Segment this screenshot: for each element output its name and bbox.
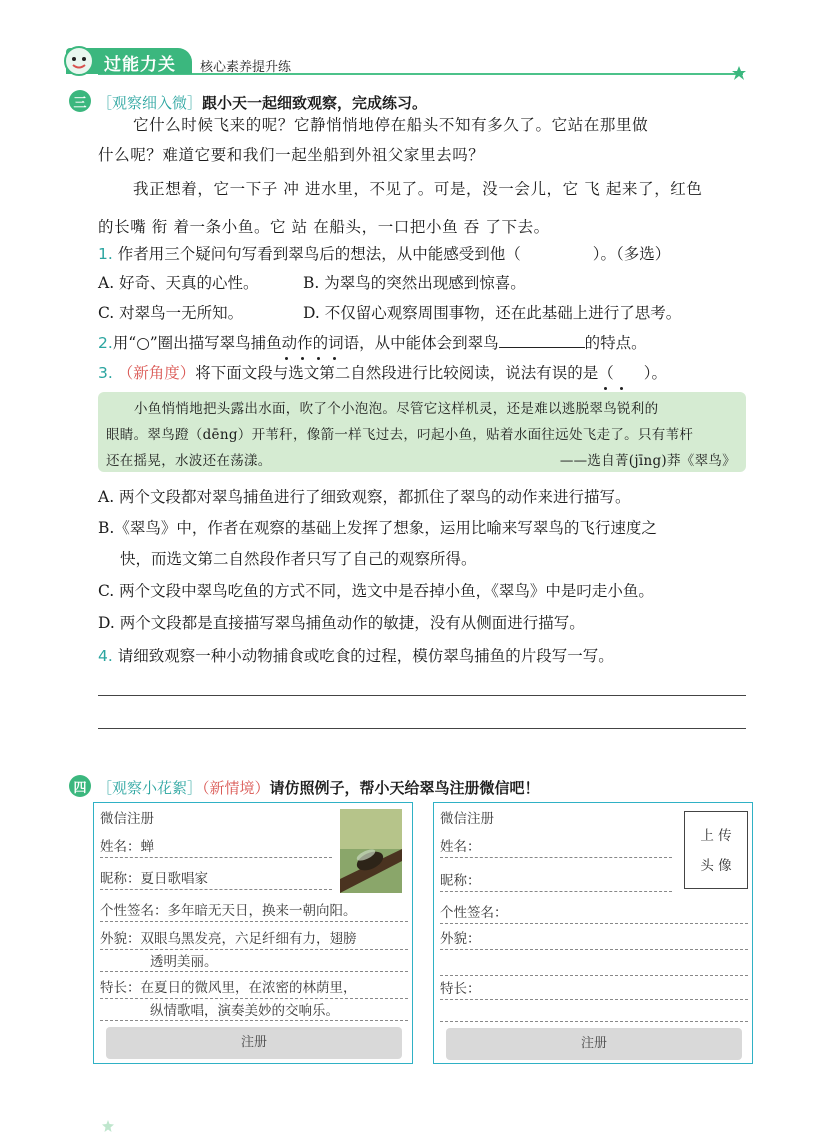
writing-line[interactable] [98,695,746,696]
header-rule [98,73,743,75]
blank-card [433,802,753,1064]
avatar-label: 头 像 [700,858,732,874]
card-appearance-cont: 透明美丽。 [100,950,408,972]
option-b: B. 为翠鸟的突然出现感到惊喜。 [303,274,526,292]
section4-tag: ［观察小花絮］ [97,779,203,797]
section3-instruction: 跟小天一起细致观察，完成练习。 [202,94,428,112]
option-a: A. 好奇、天真的心性。 [98,274,259,292]
question-number: 1. [98,245,113,263]
q3-option-b: B.《翠鸟》中，作者在观察的基础上发挥了想象，运用比喻来写翠鸟的飞行速度之 [98,519,657,537]
q3-option-b-cont: 快，而选文第二自然段作者只写了自己的观察所得。 [120,550,477,568]
question-1 [98,241,670,268]
register-button[interactable]: 注册 [106,1027,402,1059]
box-source: ——选自菁(jīng)莽《翠鸟》 [559,453,736,469]
card-appearance-line[interactable] [440,953,748,976]
card-title: 微信注册 [440,811,494,827]
card-signature-field[interactable]: 个性签名： [440,901,748,924]
card-trait-line[interactable] [440,1001,748,1022]
question-text: 请细致观察一种小动物捕食或吃食的过程，模仿翠鸟捕鱼的片段写一写。 [117,647,614,665]
answer-blank[interactable] [499,333,585,348]
q3-option-c: C. 两个文段中翠鸟吃鱼的方式不同，选文中是吞掉小鱼，《翠鸟》中是叼走小鱼。 [98,582,654,600]
section4-number: 四 [69,775,91,797]
passage-line: 的长嘴 衔 着一条小鱼。它 站 在船头，一口把小鱼 吞 了下去。 [98,218,550,236]
card-signature: 个性签名：多年暗无天日，换来一朝向阳。 [100,899,408,922]
card-name-field[interactable]: 姓名： [440,835,672,858]
writing-line[interactable] [98,728,746,729]
example-card [93,802,413,1064]
option-d: D. 不仅留心观察周围事物，还在此基础上进行了思考。 [303,304,682,322]
card-nickname: 昵称：夏日歌唱家 [100,867,332,890]
star-icon [732,66,746,80]
card-appearance-field[interactable]: 外貌： [440,927,748,950]
section4-instruction: 请仿照例子，帮小天给翠鸟注册微信吧！ [269,779,540,797]
q3-option-a: A. 两个文段都对翠鸟捕鱼进行了细致观察，都抓住了翠鸟的动作来进行描写。 [98,488,631,506]
card-trait-field[interactable]: 特长： [440,977,748,1000]
passage-line: 它什么时候飞来的呢？它静悄悄地停在船头不知有多久了。它站在那里做 [133,116,649,134]
passage-line: 我正想着，它一下子 冲 进水里，不见了。可是，没一会儿，它 飞 起来了，红色 [133,180,703,198]
box-line: 还在摇晃，水波还在荡漾。 [106,453,272,469]
header-title: 过能力关 [104,55,176,75]
new-situation-tag: （新情境） [202,779,270,797]
q3-option-d: D. 两个文段都是直接描写翠鸟捕鱼动作的敏捷，没有从侧面进行描写。 [98,614,585,632]
card-name: 姓名：蝉 [100,835,332,858]
header-subtitle: 核心素养提升练 [200,60,292,75]
card-appearance: 外貌：双眼乌黑发亮，六足纤细有力，翅膀 [100,927,408,950]
question-end: 的特点。 [584,334,647,352]
card-trait: 特长：在夏日的微风里，在浓密的林荫里， [100,976,408,999]
passage-line: 什么呢？难道它要和我们一起坐船到外祖父家里去吗？ [98,146,485,164]
avatar-label: 上 传 [700,828,732,844]
question-end: ）。 [643,364,668,382]
question-number: 4. [98,647,113,665]
avatar-upload[interactable] [684,811,748,889]
card-trait-cont: 纵情歌唱，演奏美妙的交响乐。 [100,999,408,1021]
mascot-icon [62,44,96,78]
reference-passage [106,396,742,474]
card-nickname-field[interactable]: 昵称： [440,869,672,892]
question-3 [98,360,667,387]
section3-number: 三 [69,90,91,112]
question-number: 2. [98,334,113,352]
card-title: 微信注册 [100,811,154,827]
register-button[interactable]: 注册 [446,1028,742,1060]
section3-tag: ［观察细入微］ [97,94,203,112]
footer-star-icon [102,1120,114,1132]
question-text: 用“○”圈出描写翠鸟捕鱼动作的词语，从中能体会到翠鸟 [112,334,499,352]
option-c: C. 对翠鸟一无所知。 [98,304,244,322]
question-end: ）。（多选） [592,245,671,263]
cicada-photo [340,809,402,893]
question-text: 将下面文段与选文第二自然段进行比较阅读，说法有误的是（ [195,364,614,382]
question-2 [98,330,647,357]
box-line: 小鱼悄悄地把头露出水面，吹了个小泡泡。尽管它这样机灵，还是难以逃脱翠鸟锐利的 [134,401,659,417]
question-4 [98,643,614,670]
box-line: 眼睛。翠鸟蹬（dēng）开苇秆，像箭一样飞过去，叼起小鱼，贴着水面往远处飞走了。只有苇杆 [106,427,694,443]
section4-heading [97,777,540,798]
question-text: 作者用三个疑问句写看到翠鸟后的想法，从中能感受到他（ [117,245,521,263]
question-number: 3. [98,364,113,382]
new-angle-tag: （新角度） [117,364,196,382]
